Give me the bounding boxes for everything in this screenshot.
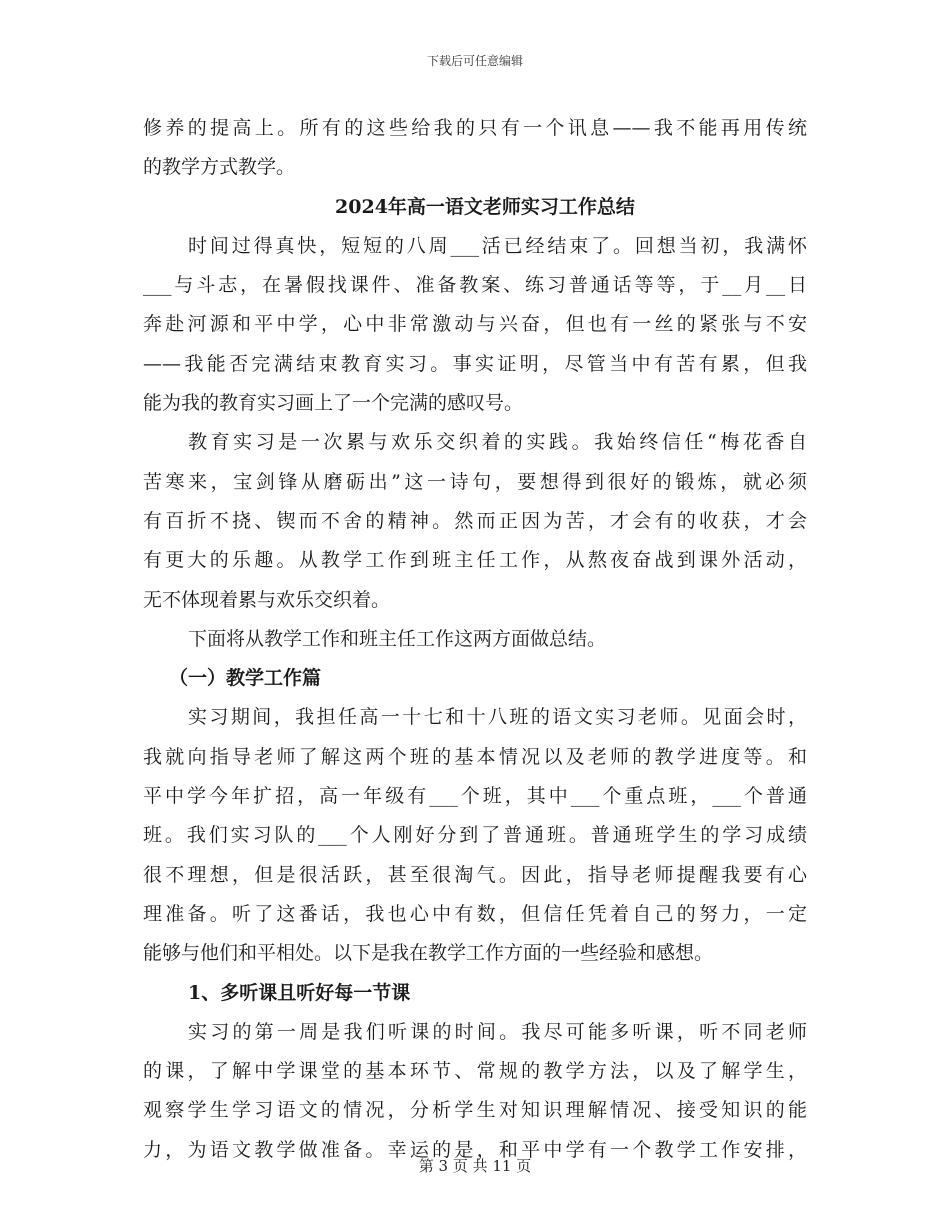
intro-line-1: 修养的提高上。所有的这些给我的只有一个讯息——我不能再用传统 bbox=[143, 117, 807, 139]
page-header: 下载后可任意编辑 bbox=[426, 54, 523, 68]
para4-line-5: 很不理想，但是很活跃，甚至很淘气。因此，指导老师提醒我要有心 bbox=[143, 863, 807, 886]
para5-line-1: 实习的第一周是我们听课的时间。我尽可能多听课，听不同老师 bbox=[188, 1020, 807, 1043]
section-heading-teaching: （一）教学工作篇 bbox=[169, 667, 322, 690]
para4-line-6: 理准备。听了这番话，我也心中有数，但信任凭着自己的努力，一定 bbox=[143, 902, 807, 925]
para1-line-4: ——我能否完满结束教育实习。事实证明，尽管当中有苦有累，但我 bbox=[143, 352, 807, 375]
para1-line-2: ___与斗志，在暑假找课件、准备教案、练习普通话等等，于__月__日 bbox=[143, 274, 807, 297]
para4-line-4: 班。我们实习队的___个人刚好分到了普通班。普通班学生的学习成绩 bbox=[143, 824, 807, 847]
para1-line-1: 时间过得真快，短短的八周___活已经结束了。回想当初，我满怀 bbox=[188, 234, 807, 257]
subsection-heading-listening: 1、多听课且听好每一节课 bbox=[188, 981, 411, 1004]
para4-line-2: 我就向指导老师了解这两个班的基本情况以及老师的教学进度等。和 bbox=[143, 745, 807, 768]
para5-line-2: 的课，了解中学课堂的基本环节、常规的教学方法，以及了解学生， bbox=[143, 1060, 807, 1083]
document-title: 2024年高一语文老师实习工作总结 bbox=[335, 195, 635, 218]
para2-line-1: 教育实习是一次累与欢乐交织着的实践。我始终信任“梅花香自 bbox=[188, 431, 807, 454]
intro-line-2: 的教学方式教学。 bbox=[143, 156, 296, 179]
para3-line-1: 下面将从教学工作和班主任工作这两方面做总结。 bbox=[188, 627, 607, 650]
para1-line-5: 能为我的教育实习画上了一个完满的感叹号。 bbox=[143, 392, 524, 415]
para5-line-3: 观察学生学习语文的情况，分析学生对知识理解情况、接受知识的能 bbox=[143, 1099, 807, 1122]
page-footer: 第 3 页 共 11 页 bbox=[418, 1157, 532, 1175]
para2-line-3: 有百折不挠、锲而不舍的精神。然而正因为苦，才会有的收获，才会 bbox=[143, 509, 807, 532]
para2-line-4: 有更大的乐趣。从教学工作到班主任工作，从熬夜奋战到课外活动， bbox=[143, 549, 807, 572]
para4-line-1: 实习期间，我担任高一十七和十八班的语文实习老师。见面会时， bbox=[188, 706, 807, 729]
para4-line-3: 平中学今年扩招，高一年级有___个班，其中___个重点班，___个普通 bbox=[143, 785, 807, 808]
para2-line-2: 苦寒来，宝剑锋从磨砺出”这一诗句，要想得到很好的锻炼，就必须 bbox=[143, 470, 807, 493]
para4-line-7: 能够与他们和平相处。以下是我在教学工作方面的一些经验和感想。 bbox=[143, 942, 714, 965]
para5-line-4: 力，为语文教学做准备。幸运的是，和平中学有一个教学工作安排， bbox=[143, 1138, 807, 1161]
para1-line-3: 奔赴河源和平中学，心中非常激动与兴奋，但也有一丝的紧张与不安 bbox=[143, 313, 807, 336]
para2-line-5: 无不体现着累与欢乐交织着。 bbox=[143, 588, 391, 611]
document-body bbox=[143, 109, 807, 1170]
